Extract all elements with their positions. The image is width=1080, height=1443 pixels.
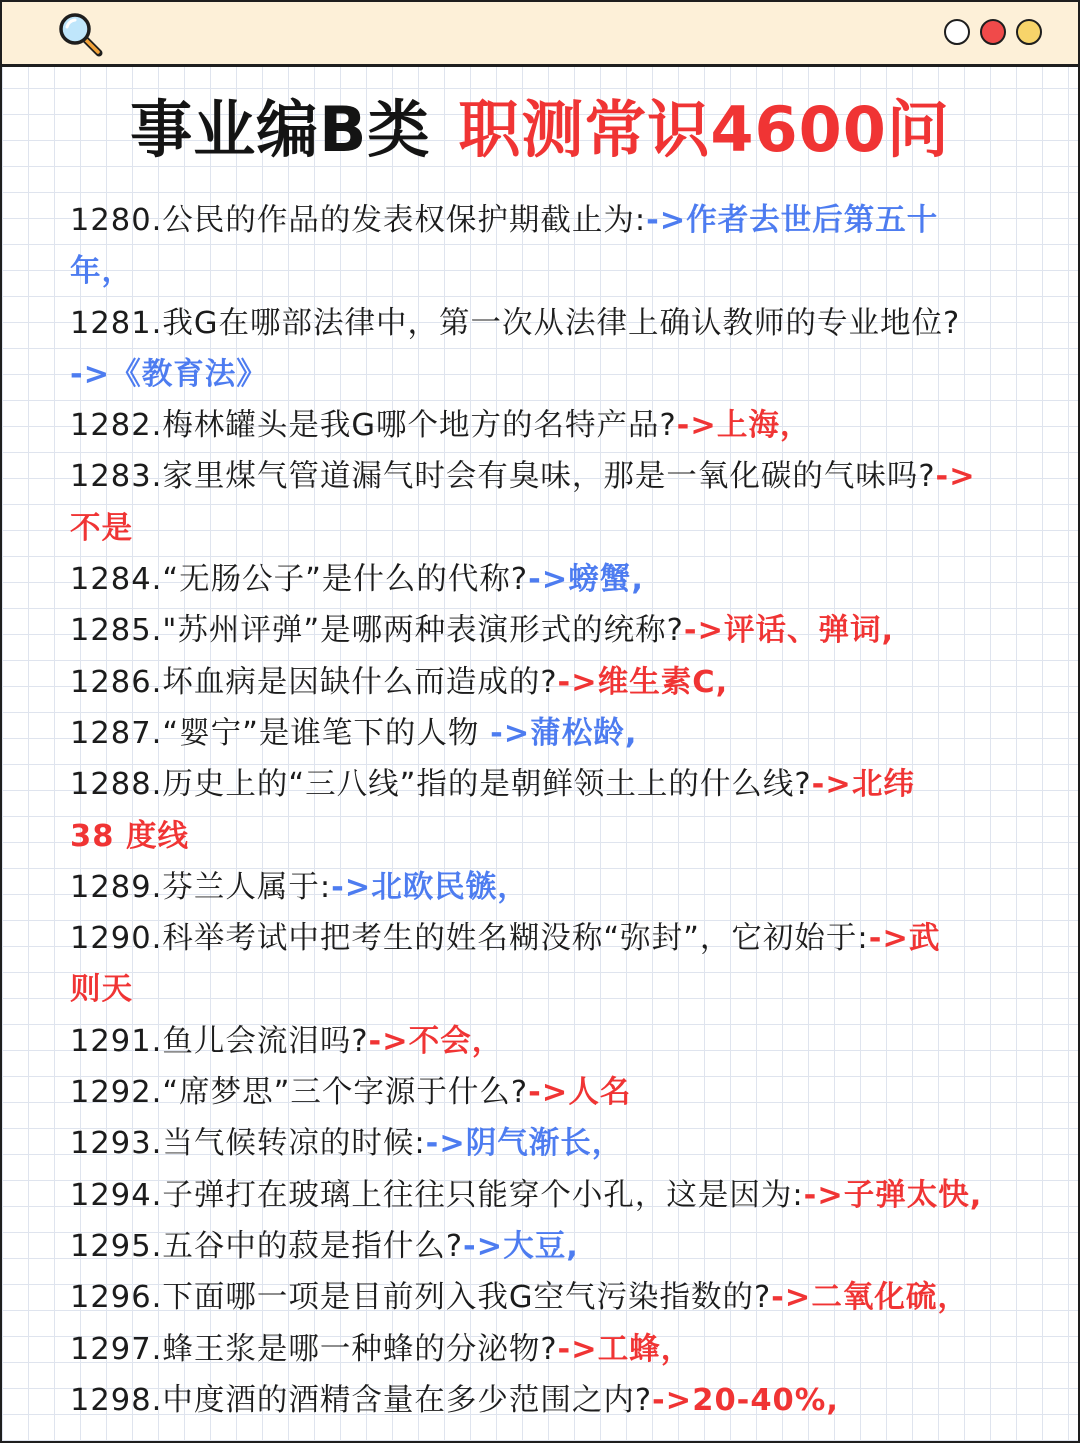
list-item xyxy=(70,298,1018,349)
answer-text: ->上海， xyxy=(676,408,812,444)
list-item xyxy=(70,708,1018,759)
answer-text: ->子弹太快, xyxy=(803,1177,983,1213)
answer-text: 不是 xyxy=(70,510,133,546)
question-text: 1297.蜂王浆是哪一种蜂的分泌物? xyxy=(70,1331,558,1367)
list-item xyxy=(70,1221,1018,1272)
answer-text: ->阴气渐长， xyxy=(425,1126,624,1162)
answer-text: ->20-40%, xyxy=(652,1382,839,1418)
list-item xyxy=(70,1170,1018,1221)
window-dot-white[interactable] xyxy=(944,19,970,45)
answer-text: ->作者去世后第五十 xyxy=(646,203,939,238)
list-item xyxy=(70,1375,1018,1426)
question-list xyxy=(70,195,1018,1426)
title-prefix: 事业编B类 xyxy=(130,93,431,166)
answer-text: 则天 xyxy=(70,972,133,1008)
list-item xyxy=(70,1272,1018,1323)
question-text: 1280.公民的作品的发表权保护期截止为: xyxy=(70,203,647,238)
list-item xyxy=(70,503,1018,554)
list-item xyxy=(70,451,1018,502)
question-text: 1284.“无肠公子”是什么的代称? xyxy=(70,562,529,598)
answer-text: 38 度线 xyxy=(70,818,190,854)
window-dot-yellow[interactable] xyxy=(1016,19,1042,45)
list-item xyxy=(70,554,1018,605)
window-dot-red[interactable] xyxy=(980,19,1006,45)
question-text: 1296.下面哪一项是目前列入我G空气污染指数的? xyxy=(70,1280,772,1316)
list-item xyxy=(70,1016,1018,1067)
list-item xyxy=(70,195,1018,246)
list-item xyxy=(70,246,1018,297)
answer-text: -> xyxy=(935,459,976,495)
question-text: 1291.鱼儿会流泪吗? xyxy=(70,1023,369,1059)
list-item xyxy=(70,657,1018,708)
question-text: 1281.我G在哪部法律中，第一次从法律上确认教师的专业地位? xyxy=(70,305,961,341)
list-item xyxy=(70,605,1018,656)
list-item xyxy=(70,1067,1018,1118)
page-title xyxy=(2,90,1078,170)
answer-text: ->武 xyxy=(868,921,941,957)
question-text: 1293.当气候转凉的时候: xyxy=(70,1126,426,1162)
question-text: 1292.“席梦思”三个字源于什么? xyxy=(70,1075,529,1111)
answer-text: ->大豆, xyxy=(463,1228,579,1264)
question-text: 1283.家里煤气管道漏气时会有臭味，那是一氧化碳的气味吗? xyxy=(70,459,936,495)
list-item xyxy=(70,1324,1018,1375)
list-item xyxy=(70,862,1018,913)
question-text: 1286.坏血病是因缺什么而造成的? xyxy=(70,664,558,700)
list-item xyxy=(70,400,1018,451)
answer-text: ->《教育法》 xyxy=(70,356,268,392)
title-highlight: 职测常识4600问 xyxy=(458,93,950,166)
answer-text: 年， xyxy=(70,254,133,290)
search-icon[interactable] xyxy=(56,10,106,60)
question-text: 1285."苏州评弹”是哪两种表演形式的统称? xyxy=(70,613,684,649)
list-item xyxy=(70,913,1018,964)
answer-text: ->维生素C, xyxy=(557,664,729,700)
list-item xyxy=(70,964,1018,1015)
question-text: 1295.五谷中的菽是指什么? xyxy=(70,1228,464,1264)
window-controls xyxy=(944,19,1042,45)
question-text: 1289.芬兰人属于: xyxy=(70,869,332,905)
answer-text: ->评话、弹词, xyxy=(683,613,895,649)
answer-text: ->工蜂， xyxy=(557,1331,693,1367)
window-topbar xyxy=(2,2,1078,67)
answer-text: ->人名 xyxy=(528,1075,632,1111)
list-item xyxy=(70,1118,1018,1169)
list-item xyxy=(70,811,1018,862)
question-text: 1290.科举考试中把考生的姓名糊没称“弥封”，它初始于: xyxy=(70,921,869,957)
answer-text: ->二氧化硫， xyxy=(771,1280,969,1316)
answer-text: ->不会， xyxy=(368,1023,504,1059)
question-text: 1287.“婴宁”是谁笔下的人物 xyxy=(70,715,491,751)
list-item xyxy=(70,349,1018,400)
question-text: 1288.历史上的“三八线”指的是朝鲜领土上的什么线? xyxy=(70,767,812,803)
answer-text: ->北纬 xyxy=(811,767,915,803)
answer-text: ->北欧民镞， xyxy=(331,869,529,905)
answer-text: ->螃蟹, xyxy=(528,562,644,598)
list-item xyxy=(70,759,1018,810)
question-text: 1282.梅林罐头是我G哪个地方的名特产品? xyxy=(70,408,677,444)
question-text: 1298.中度酒的酒精含量在多少范围之内? xyxy=(70,1382,653,1418)
answer-text: ->蒲松龄, xyxy=(490,715,638,751)
question-text: 1294.子弹打在玻璃上往往只能穿个小孔，这是因为: xyxy=(70,1177,804,1213)
